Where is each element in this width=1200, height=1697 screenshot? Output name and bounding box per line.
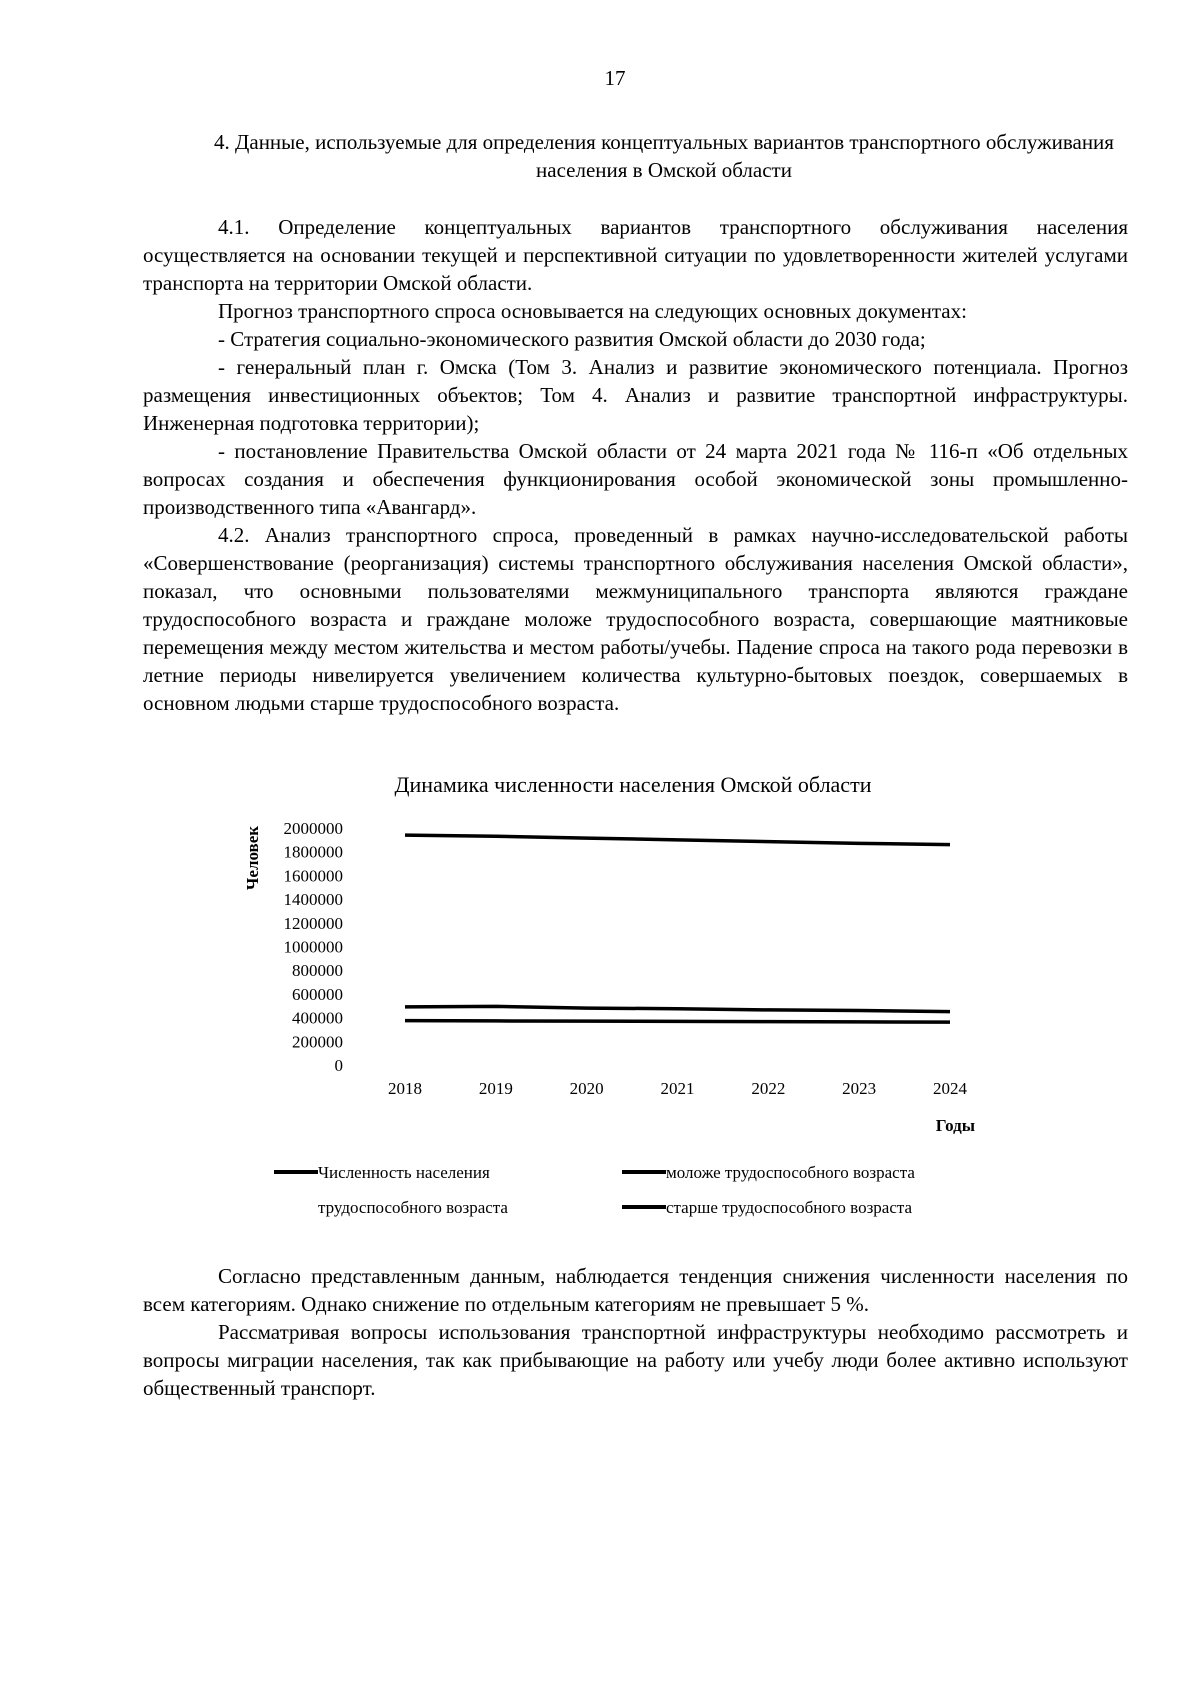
chart-title: Динамика численности населения Омской области — [394, 772, 872, 797]
series-line-0 — [405, 835, 950, 844]
paragraph-4-1: 4.1. Определение концептуальных вариантов транспортного обслуживания населения осуществляется на основании текущей и перспективной ситуации по удовлетворенности жителей услугами транспорта на территории Омской области. — [143, 215, 1128, 295]
y-axis-ticks — [284, 819, 344, 1075]
list-item-general-plan: - генеральный план г. Омска (Том 3. Анализ и развитие экономического потенциала. Прогноз размещения инвестиционных объектов; Том 4. Анализ и развитие транспортной инфраструктуры. Инженерная подготовка территории); — [143, 355, 1128, 435]
page-number: 17 — [604, 66, 626, 90]
series-line-1 — [405, 1006, 950, 1011]
chart-legend — [274, 1163, 915, 1217]
x-axis-label: Годы — [935, 1116, 975, 1135]
x-axis-ticks — [388, 1079, 968, 1098]
y-tick-label: 800000 — [292, 961, 343, 981]
legend-label-under-working-age: моложе трудоспособного возраста — [666, 1163, 915, 1182]
series-line-2 — [405, 1021, 950, 1023]
x-tick-label: 2021 — [660, 1079, 695, 1098]
list-item-strategy: - Стратегия социально-экономического развития Омской области до 2030 года; — [218, 327, 926, 351]
paragraph-conclusion: Согласно представленным данным, наблюдается тенденция снижения численности населения по всем категориям. Однако снижение по отдельным категориям не превышает 5 %. — [143, 1264, 1128, 1316]
y-tick-label: 1600000 — [283, 866, 343, 886]
legend-label-over-working-age: старше трудоспособного возраста — [666, 1198, 913, 1217]
x-tick-label: 2018 — [388, 1079, 422, 1098]
y-tick-label: 400000 — [292, 1008, 343, 1028]
y-tick-label: 1400000 — [283, 890, 343, 910]
paragraph-migration: Рассматривая вопросы использования транспортной инфраструктуры необходимо рассмотреть и вопросы миграции населения, так как прибывающие на работу или учебу люди более активно используют общественный транспорт. — [143, 1320, 1128, 1400]
x-tick-label: 2023 — [842, 1079, 877, 1098]
y-tick-label: 0 — [334, 1056, 343, 1075]
list-item-resolution: - постановление Правительства Омской области от 24 марта 2021 года № 116-п «Об отдельных вопросах создания и обеспечения функционирования особой экономической зоны промышленно-производственного типа «Авангард». — [143, 439, 1128, 519]
text-block-after-chart — [143, 1262, 1128, 1402]
x-tick-label: 2024 — [933, 1079, 967, 1098]
y-tick-label: 1000000 — [283, 937, 343, 957]
series-lines — [405, 835, 950, 1022]
paragraph-4-2: 4.2. Анализ транспортного спроса, проведенный в рамках научно-исследовательской работы «Совершенствование (реорганизация) системы транспортного обслуживания населения Омской области», показал, что основными пользователями межмуниципального транспорта являются граждане трудоспособного возраста и граждане моложе трудоспособного возраста, совершающие маятниковые перемещения между местом жительства и местом работы/учебы. Падение спроса на такого рода перевозки в летние периоды нивелируется увеличением количества культурно-бытовых поездок, совершаемых в основном людьми старше трудоспособного возраста. — [143, 523, 1128, 715]
x-tick-label: 2019 — [478, 1079, 513, 1098]
paragraph-forecast: Прогноз транспортного спроса основывается на следующих основных документах: — [218, 299, 967, 323]
legend-label-working-age-line2: трудоспособного возраста — [318, 1198, 508, 1217]
y-tick-label: 600000 — [292, 984, 343, 1004]
y-tick-label: 1800000 — [283, 842, 343, 862]
y-axis-label: Человек — [243, 825, 262, 891]
legend-label-working-age-line1: Численность населения — [318, 1163, 490, 1182]
x-tick-label: 2020 — [569, 1079, 604, 1098]
y-tick-label: 2000000 — [283, 819, 343, 838]
y-tick-label: 200000 — [292, 1032, 343, 1052]
x-tick-label: 2022 — [751, 1079, 786, 1098]
y-tick-label: 1200000 — [283, 913, 343, 933]
section-heading: 4. Данные, используемые для определения концептуальных вариантов транспортного обслуживания населения в Омской области — [214, 130, 1114, 182]
